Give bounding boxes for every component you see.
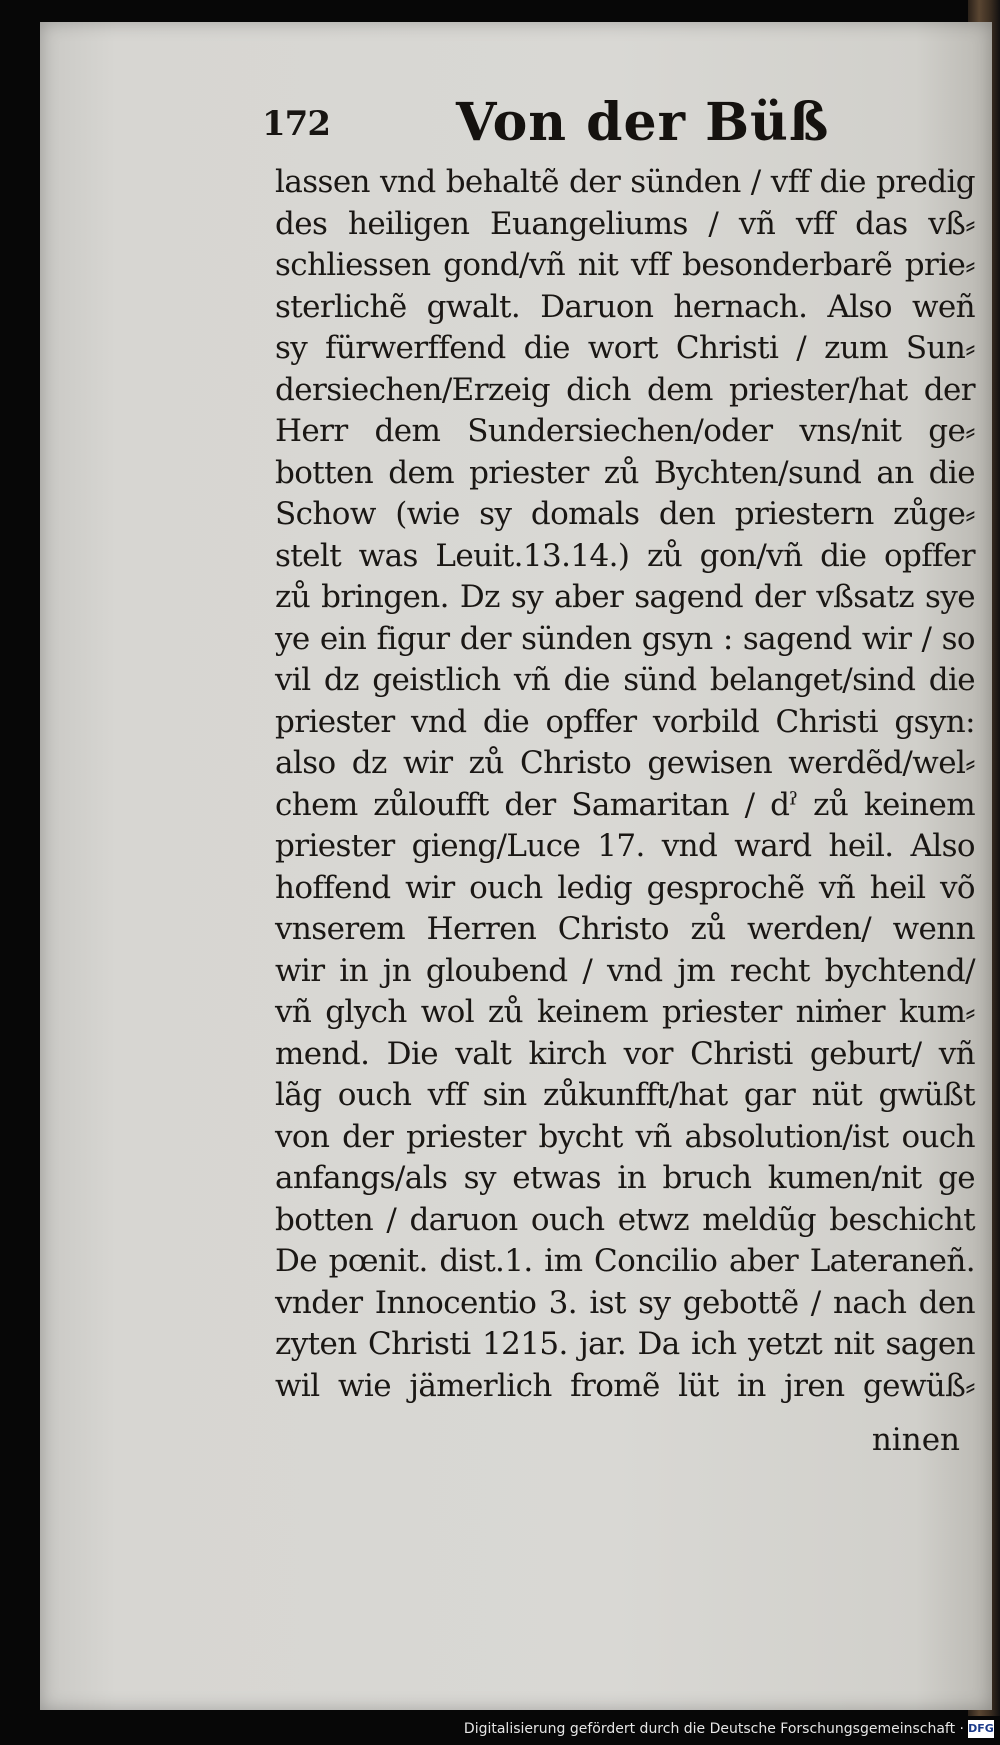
text-line: also dz wir zů Christo gewisen werdẽd/wel⸗ <box>275 745 975 781</box>
text-line: De pœnit. dist.1. im Concilio aber Lateraneñ. <box>275 1243 975 1279</box>
text-line: Herr dem Sundersiechen/oder vns/nit ge⸗ <box>275 413 975 449</box>
catchword: ninen <box>871 1422 960 1458</box>
text-line: priester vnd die opffer vorbild Christi gsyn: <box>275 703 975 740</box>
text-line: vil dz geistlich vñ die sünd belanget/sind die <box>275 662 975 698</box>
text-line: sy fürwerffend die wort Christi / zum Sun⸗ <box>275 330 975 366</box>
text-line: zyten Christi 1215. jar. Da ich yetzt nit sagen <box>275 1326 975 1362</box>
dfg-logo: DFG <box>968 1720 994 1738</box>
text-line: botten / daruon ouch etwz meldũg beschicht <box>275 1201 975 1238</box>
text-line: hoffend wir ouch ledig gesprochẽ vñ heil võ <box>275 869 975 906</box>
text-line: botten dem priester zů Bychten/sund an die <box>275 454 975 491</box>
body-text <box>275 162 975 1407</box>
running-title: Von der Büß <box>456 92 830 153</box>
text-line: Schow (wie sy domals den priestern zůge⸗ <box>275 496 975 532</box>
text-line: sterlichẽ gwalt. Daruon hernach. Also weñ <box>275 288 975 325</box>
text-line: von der priester bycht vñ absolution/ist ouch <box>275 1118 975 1155</box>
text-line: vnder Innocentio 3. ist sy gebottẽ / nach den <box>275 1284 975 1321</box>
digitization-credit: Digitalisierung gefördert durch die Deutsche Forschungsgemeinschaft · <box>463 1721 964 1737</box>
text-line: dersiechen/Erzeig dich dem priester/hat der <box>275 371 975 408</box>
text-line: chem zůloufft der Samaritan / dˀ zů keinem <box>275 786 975 823</box>
text-line: mend. Die valt kirch vor Christi geburt/ vñ <box>275 1035 975 1072</box>
text-line: wir in jn gloubend / vnd jm recht bychtend/ <box>275 952 975 989</box>
text-line: ye ein figur der sünden gsyn : sagend wir / so <box>275 620 975 657</box>
text-line: anfangs/als sy etwas in bruch kumen/nit ge <box>275 1160 975 1196</box>
text-line: vnserem Herren Christo zů werden/ wenn <box>275 911 975 947</box>
text-line: priester gieng/Luce 17. vnd ward heil. Also <box>275 828 975 864</box>
text-line: wil wie jämerlich fromẽ lüt in jren gewüß⸗ <box>275 1367 975 1404</box>
text-line: des heiligen Euangeliums / vñ vff das vß⸗ <box>275 205 975 242</box>
text-line: zů bringen. Dz sy aber sagend der vßsatz sye <box>275 579 975 615</box>
text-line: vñ glych wol zů keinem priester niṁer kum⸗ <box>275 994 975 1030</box>
text-line: lãg ouch vff sin zůkunfft/hat gar nüt gwüßt <box>275 1077 975 1113</box>
text-line: lassen vnd behaltẽ der sünden / vff die predig <box>275 164 975 200</box>
page-number: 172 <box>262 104 330 144</box>
text-line: stelt was Leuit.13.14.) zů gon/vñ die opffer <box>275 537 975 574</box>
text-line: schliessen gond/vñ nit vff besonderbarẽ prie⸗ <box>275 247 975 283</box>
